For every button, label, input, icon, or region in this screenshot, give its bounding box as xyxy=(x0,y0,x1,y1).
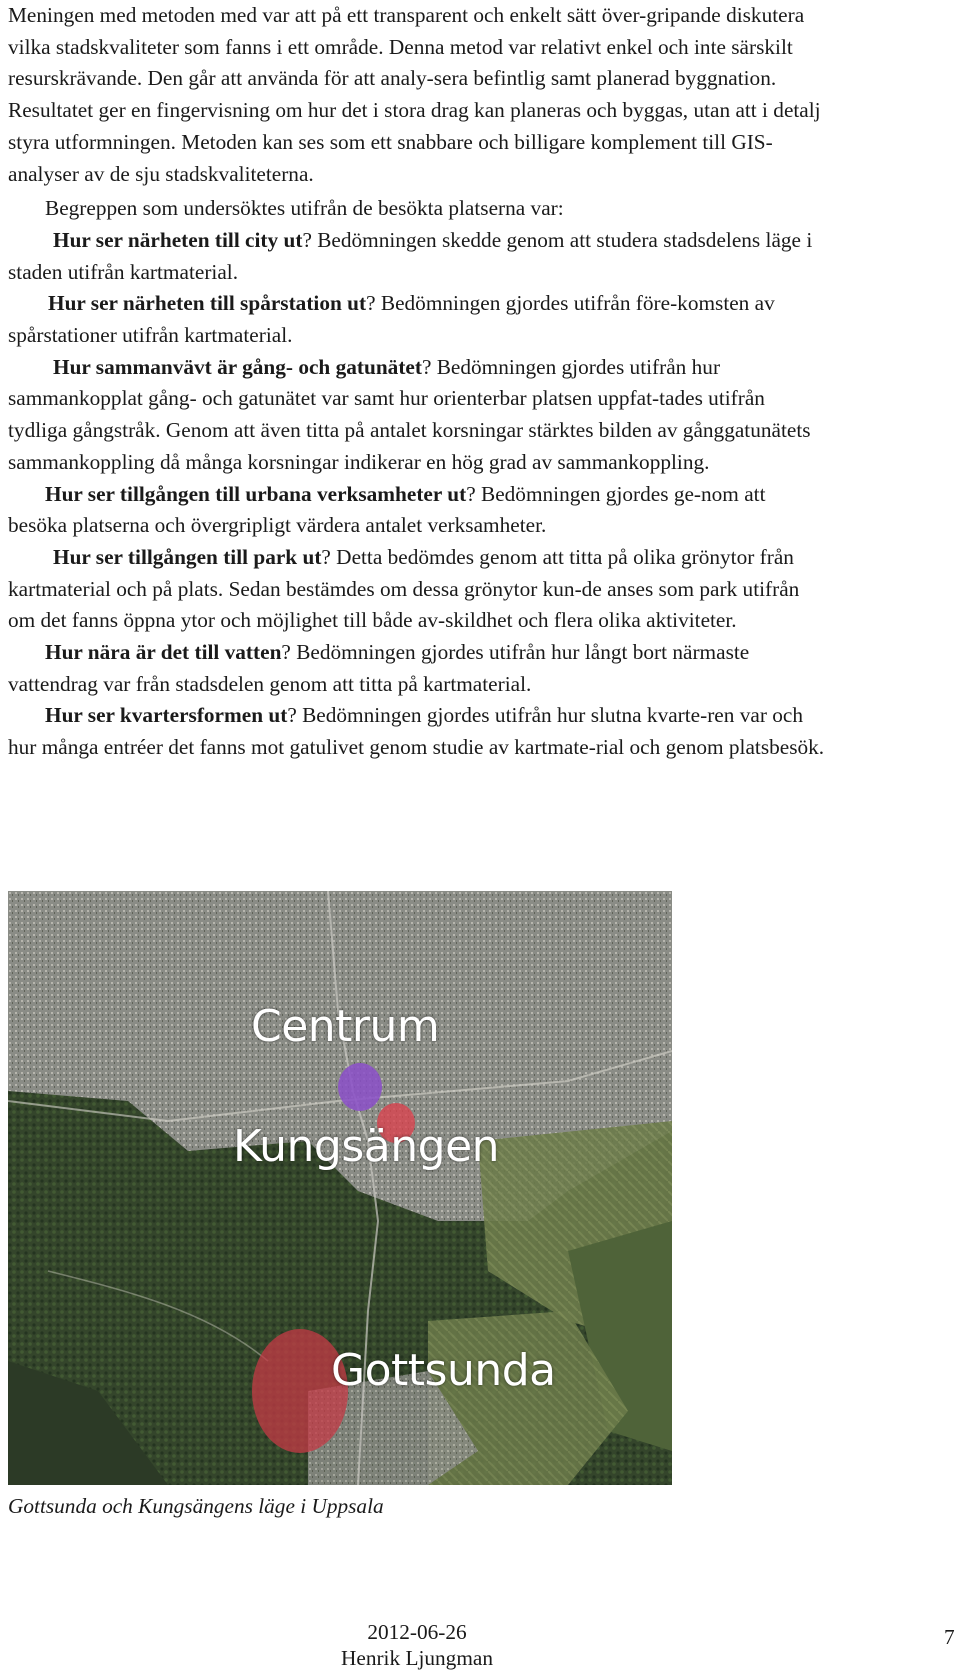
footer-author: Henrik Ljungman xyxy=(340,1646,493,1670)
page-number: 7 xyxy=(944,1625,955,1649)
criterion-block-form xyxy=(8,700,828,763)
map-label-gottsunda: Gottsunda xyxy=(331,1345,556,1396)
criterion-question: Hur nära är det till vatten xyxy=(45,640,282,665)
footer-date: 2012-06-26 xyxy=(367,1620,467,1644)
page-footer xyxy=(0,1619,834,1671)
criterion-question: Hur ser kvartersformen ut xyxy=(45,703,288,728)
paragraph-intro: Begreppen som undersöktes utifrån de besökta platserna var: xyxy=(45,196,564,221)
criterion-water xyxy=(8,637,828,700)
criterion-text: ? Bedömningen skedde genom att studera stadsdelens läge i staden utifrån kartmaterial. xyxy=(8,227,813,284)
criterion-question: Hur sammanvävt är gång- och gatunätet xyxy=(53,354,422,379)
criterion-street-network xyxy=(8,352,828,479)
criterion-text: ? Bedömningen gjordes ge-nom att besöka platserna och övergripligt värdera antalet verksamheter. xyxy=(8,481,766,538)
map-label-centrum: Centrum xyxy=(251,1001,440,1052)
body-text xyxy=(8,0,828,764)
criterion-city xyxy=(8,225,828,288)
centrum-area-marker xyxy=(338,1063,382,1111)
criterion-question: Hur ser närheten till spårstation ut xyxy=(48,291,367,316)
figure-caption: Gottsunda och Kungsängens läge i Uppsala xyxy=(8,1494,384,1518)
criterion-text: ? Detta bedömdes genom att titta på olika grönytor från kartmaterial och på plats. Sedan bestämdes om dessa grönytor kun-de anses som park utifrån om det fanns öppna ytor och möjlighet till både av-skildhet och flera olika aktiviteter. xyxy=(8,544,800,633)
criterion-text: ? Bedömningen gjordes utifrån hur långt bort närmaste vattendrag var från stadsdelen genom att titta på kartmaterial. xyxy=(8,640,750,696)
criterion-question: Hur ser närheten till city ut xyxy=(53,227,303,252)
criterion-text: ? Bedömningen gjordes utifrån före-komsten av spårstationer utifrån kartmaterial. xyxy=(8,291,775,348)
criterion-text: ? Bedömningen gjordes utifrån hur slutna kvarte-ren var och hur många entréer det fanns mot gatulivet genom studie av kartmate-rial och genom platsbesök. xyxy=(8,703,825,760)
criterion-question: Hur ser tillgången till park ut xyxy=(53,544,322,569)
criterion-urban-activities xyxy=(8,479,828,542)
criterion-park xyxy=(8,542,828,637)
paragraph-method: Meningen med metoden med var att på ett transparent och enkelt sätt över-gripande diskutera vilka stadskvaliteter som fanns i ett område. Denna metod var relativt enkel och inte särskilt resurskrävande. Den går att använda för att analy-sera befintlig samt planerad byggnation. Resultatet ger en fingervisning om hur det i stora drag kan planeras och byggas, utan att i detalj styra utformningen. Metoden kan ses som ett snabbare och billigare komplement till GIS-analyser av de sju stadskvaliteterna. xyxy=(8,3,821,186)
criterion-text: ? Bedömningen gjordes utifrån hur sammankopplat gång- och gatunätet var samt hur orienterbar platsen uppfat-tades utifrån tydliga gångstråk. Genom att även titta på antalet korsningar stärktes bilden av gånggatunätets sammankoppling då många korsningar indikerar en hög grad av sammankoppling. xyxy=(8,354,811,474)
criterion-question: Hur ser tillgången till urbana verksamheter ut xyxy=(45,481,467,506)
map-label-kungsangen: Kungsängen xyxy=(233,1121,500,1172)
criterion-station xyxy=(8,288,828,351)
aerial-map-figure xyxy=(8,891,672,1485)
